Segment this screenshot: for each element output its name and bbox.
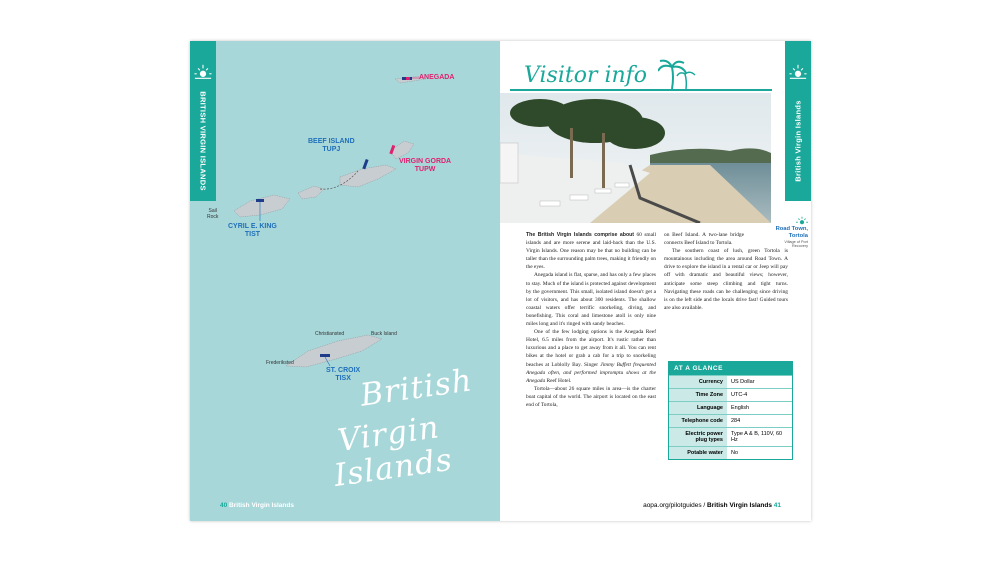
label-sail-rock: Sail Rock bbox=[207, 208, 219, 220]
sun-icon bbox=[789, 63, 807, 81]
label-frederiksted: Frederiksted bbox=[266, 360, 294, 366]
row-value: Type A & B, 110V, 60 Hz bbox=[731, 431, 783, 443]
paragraph: Anegada island is flat, sparse, and has only a few places to stay. Much of the island is protected against development by the government. This small, isolated island doesn't get a lot of visitors, and has about 300 residents. The shallow coastal waters offer terrific snorkeling, diving, and bonefishing. This coral and limestone atoll is only nine miles long and it's ringed with sandy beaches. bbox=[526, 272, 656, 328]
caption-title: Road Town, Tortola bbox=[775, 226, 808, 239]
row-key: Telephone code bbox=[669, 415, 727, 427]
script-title-line1: British bbox=[358, 362, 475, 414]
table-row bbox=[669, 375, 792, 388]
row-value: UTC-4 bbox=[731, 392, 748, 398]
label-buck-island: Buck Island bbox=[371, 331, 397, 337]
st-thomas-island bbox=[234, 195, 290, 217]
script-title-line2: Virgin Islands bbox=[331, 409, 455, 494]
at-a-glance-title: AT A GLANCE bbox=[669, 362, 792, 375]
lead-in: The British Virgin Islands comprise about bbox=[526, 232, 635, 238]
visitor-info-heading: Visitor info bbox=[524, 63, 648, 88]
right-tab-label: British Virgin Islands bbox=[793, 100, 803, 182]
st-croix-island bbox=[286, 335, 382, 367]
at-a-glance-table bbox=[668, 361, 793, 460]
row-value: English bbox=[731, 405, 750, 411]
heading-rule bbox=[510, 89, 772, 91]
tortola-island bbox=[340, 165, 396, 187]
row-key: Electric power plug types bbox=[669, 428, 727, 446]
left-footer-title: British Virgin Islands bbox=[229, 502, 294, 509]
right-page-number: 41 bbox=[773, 502, 781, 509]
label-cyril-king: CYRIL E. KING TIST bbox=[228, 223, 277, 238]
table-row bbox=[669, 401, 792, 414]
left-page bbox=[190, 41, 500, 521]
table-row bbox=[669, 427, 792, 446]
right-side-tab bbox=[785, 41, 811, 201]
right-footer: aopa.org/pilotguides / British Virgin Islands 41 bbox=[643, 502, 781, 509]
row-key: Language bbox=[669, 402, 727, 414]
body-column-1 bbox=[526, 231, 656, 409]
row-key: Time Zone bbox=[669, 389, 727, 401]
paragraph-text: 60 small islands and are more serene and laid-back than the U.S. Virgin Islands. One reason may be that no building can be taller than the surrounding palm trees, making it friendly on the eyes. bbox=[526, 232, 656, 271]
palm-tree-icon bbox=[658, 59, 698, 91]
body-column-2 bbox=[664, 231, 788, 312]
magazine-spread bbox=[190, 41, 811, 521]
beach-photo bbox=[500, 93, 771, 223]
left-footer bbox=[220, 502, 294, 509]
sun-icon bbox=[796, 216, 808, 226]
footer-url[interactable]: aopa.org/pilotguides bbox=[643, 502, 702, 509]
table-row bbox=[669, 414, 792, 427]
paragraph: on Beef Island. A two-lane bridge connects Beef Island to Tortola. bbox=[664, 232, 744, 247]
label-anegada: ANEGADA bbox=[419, 74, 455, 81]
label-christiansted: Christiansted bbox=[315, 331, 345, 337]
paragraph-text: Reef Hotel. bbox=[545, 377, 572, 384]
italic-text: Jimmy Buffett frequented Anegada often, and performed impromptu shows at the Anegada bbox=[526, 361, 656, 384]
right-page bbox=[500, 41, 811, 521]
label-st-croix: ST. CROIX TISX bbox=[326, 367, 361, 382]
st-john-island bbox=[298, 186, 324, 199]
left-page-number: 40 bbox=[220, 502, 228, 509]
paragraph bbox=[526, 328, 656, 385]
paragraph: Tortola—about 26 square miles in area—is the charter boat capital of the world. The airport is located on the east end of Tortola, bbox=[526, 385, 656, 408]
paragraph-text: One of the few lodging options is the Anegada Reef Hotel, 6.5 miles from the airport. It's rustic rather than luxurious and a place to get away from it all. You can rent bikes at the hotel or grab a cab for a trip to snorkeling beaches at Loblolly Bay. Singer bbox=[526, 329, 656, 368]
left-tab-label: BRITISH VIRGIN ISLANDS bbox=[198, 91, 208, 191]
row-value: 284 bbox=[731, 418, 741, 424]
row-key: Potable water bbox=[669, 447, 727, 459]
caption-credit: Village of Port Recovery bbox=[784, 240, 808, 249]
row-key: Currency bbox=[669, 376, 727, 388]
paragraph bbox=[526, 231, 656, 271]
paragraph: The southern coast of lush, green Tortola is mountainous including the area around Road Town. A drive to explore the island in a rental car or Jeep will pay off with dramatic and beautiful views; however, anticipate some steep climbing and tight turns. Navigating these roads can be challenging since driving is on the left side and the locals drive fast! Guided tours are also available. bbox=[664, 248, 788, 311]
label-virgin-gorda: VIRGIN GORDA TUPW bbox=[399, 158, 452, 173]
table-row bbox=[669, 446, 792, 459]
row-value: US Dollar bbox=[731, 379, 755, 385]
label-beef-island: BEEF ISLAND TUPJ bbox=[308, 138, 355, 153]
right-footer-title: British Virgin Islands bbox=[707, 502, 772, 509]
row-value: No bbox=[731, 450, 739, 456]
table-row bbox=[669, 388, 792, 401]
